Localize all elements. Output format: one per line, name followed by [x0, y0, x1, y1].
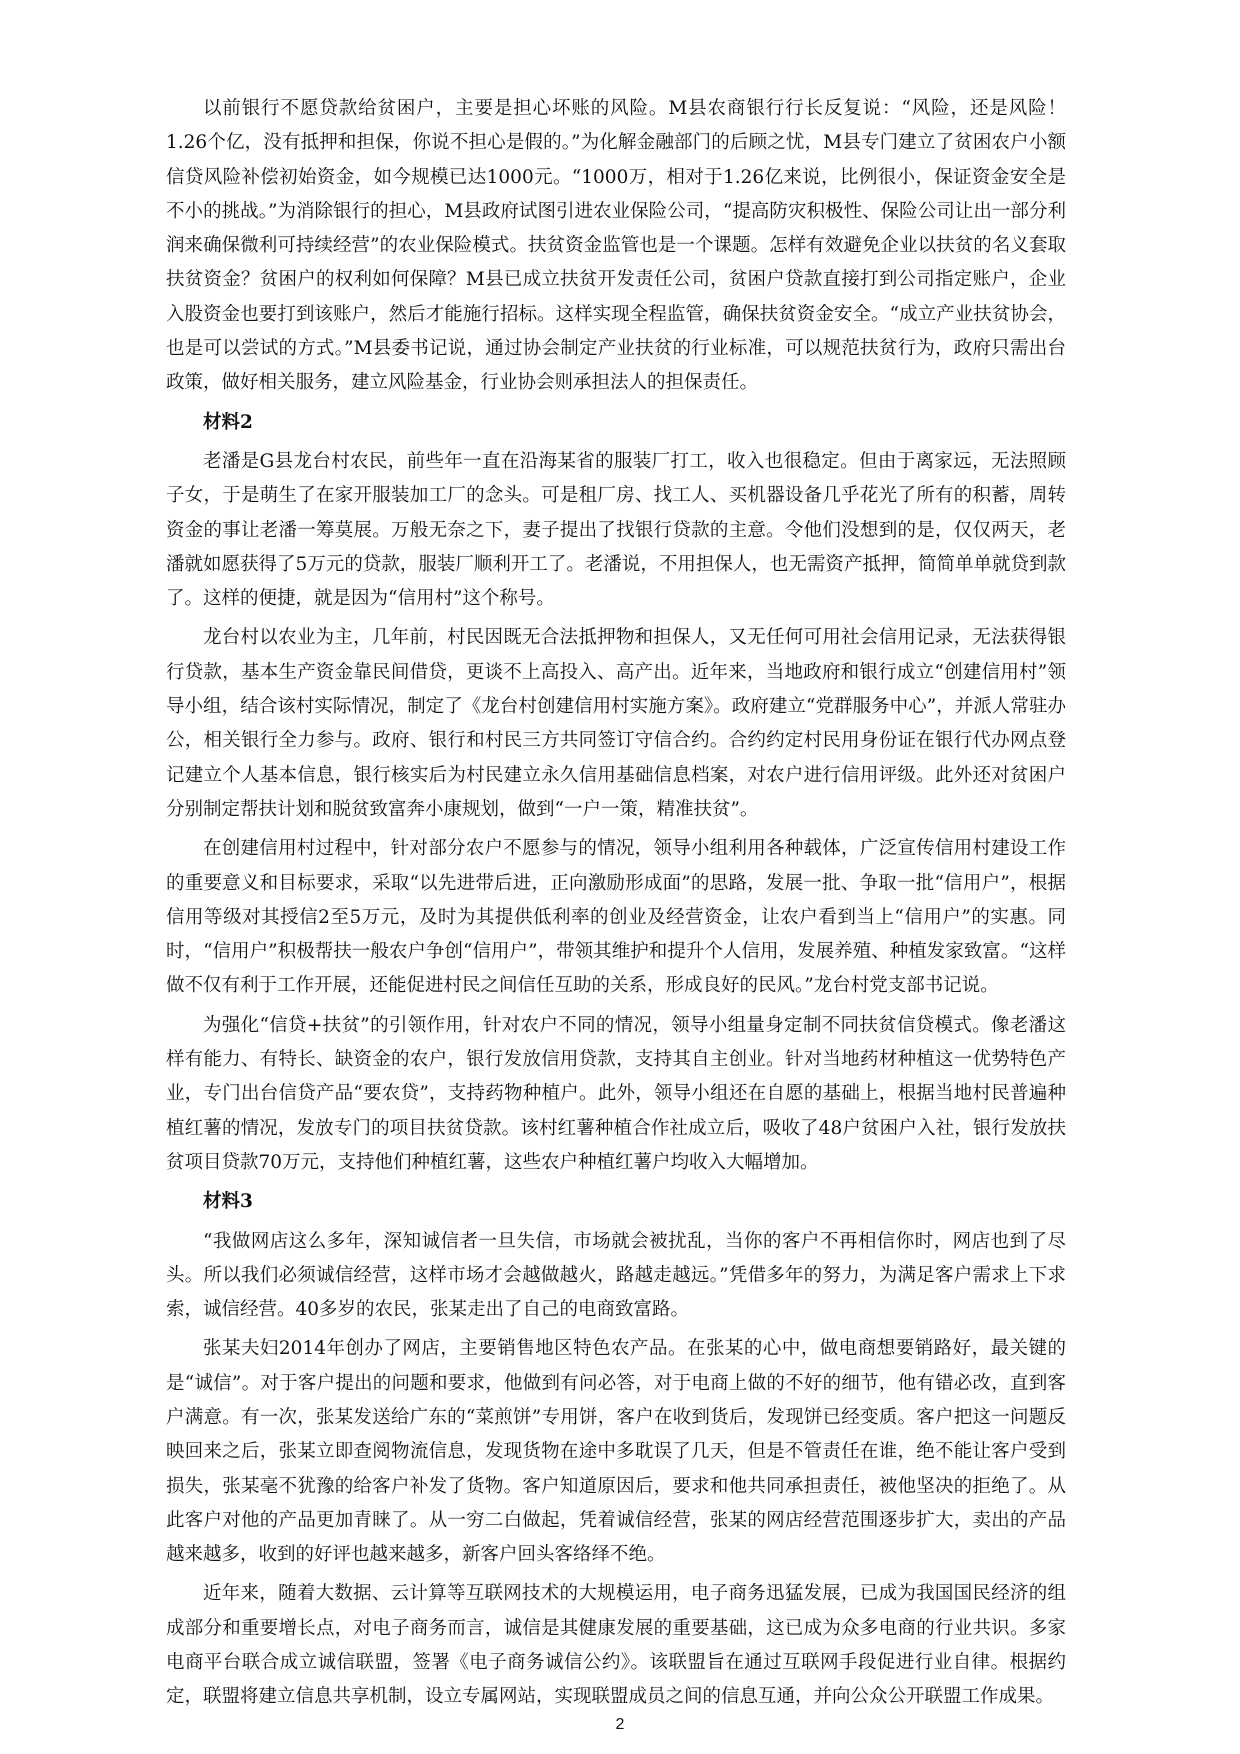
document-body — [166, 92, 1066, 1720]
paragraph: 在创建信用村过程中，针对部分农户不愿参与的情况，领导小组利用各种载体，广泛宣传信用村建设工作的重要意义和目标要求，采取“以先进带后进，正向激励形成面”的思路，发展一批、争取一批“信用户”，根据信用等级对其授信2至5万元，及时为其提供低利率的创业及经营资金，让农户看到当上“信用户”的实惠。同时，“信用户”积极帮扶一般农户争创“信用户”，带领其维护和提升个人信用，发展养殖、种植发家致富。“这样做不仅有利于工作开展，还能促进村民之间信任互助的关系，形成良好的民风。”龙台村党支部书记说。 — [166, 838, 1066, 997]
paragraph: 为强化“信贷+扶贫”的引领作用，针对农户不同的情况，领导小组量身定制不同扶贫信贷模式。像老潘这样有能力、有特长、缺资金的农户，银行发放信用贷款，支持其自主创业。针对当地药材种植这一优势特色产业，专门出台信贷产品“要农贷”，支持药物种植户。此外，领导小组还在自愿的基础上，根据当地村民普遍种植红薯的情况，发放专门的项目扶贫贷款。该村红薯种植合作社成立后，吸收了48户贫困户入社，银行发放扶贫项目贷款70万元，支持他们种植红薯，这些农户种植红薯户均收入大幅增加。 — [166, 1014, 1066, 1173]
section-heading: 材料2 — [203, 411, 253, 433]
paragraph: 张某夫妇2014年创办了网店，主要销售地区特色农产品。在张某的心中，做电商想要销路好，最关键的是“诚信”。对于客户提出的问题和要求，他做到有问必答，对于电商上做的不好的细节，他有错必改，直到客户满意。有一次，张某发送给广东的“菜煎饼”专用饼，客户在收到货后，发现饼已经变质。客户把这一问题反映回来之后，张某立即查阅物流信息，发现货物在途中多耽误了几天，但是不管责任在谁，绝不能让客户受到损失，张某毫不犹豫的给客户补发了货物。客户知道原因后，要求和他共同承担责任，被他坚决的拒绝了。从此客户对他的产品更加青睐了。从一穷二白做起，凭着诚信经营，张某的网店经营范围逐步扩大，卖出的产品越来越多，收到的好评也越来越多，新客户回头客络绎不绝。 — [166, 1338, 1066, 1566]
paragraph: 以前银行不愿贷款给贫困户，主要是担心坏账的风险。M县农商银行行长反复说：“风险，还是风险！1.26个亿，没有抵押和担保，你说不担心是假的。”为化解金融部门的后顾之忧，M县专门建立了贫困农户小额信贷风险补偿初始资金，如今规模已达1000元。“1000万，相对于1.26亿来说，比例很小，保证资金安全是不小的挑战。”为消除银行的担心，M县政府试图引进农业保险公司，“提高防灾积极性、保险公司让出一部分利润来确保微利可持续经营”的农业保险模式。扶贫资金监管也是一个课题。怎样有效避免企业以扶贫的名义套取扶贫资金？贫困户的权利如何保障？M县已成立扶贫开发责任公司，贫困户贷款直接打到公司指定账户，企业入股资金也要打到该账户，然后才能施行招标。这样实现全程监管，确保扶贫资金安全。“成立产业扶贫协会，也是可以尝试的方式。”M县委书记说，通过协会制定产业扶贫的行业标准，可以规范扶贫行为，政府只需出台政策，做好相关服务，建立风险基金，行业协会则承担法人的担保责任。 — [166, 98, 1066, 394]
paragraph: “我做网店这么多年，深知诚信者一旦失信，市场就会被扰乱，当你的客户不再相信你时，网店也到了尽头。所以我们必须诚信经营，这样市场才会越做越火，路越走越远。”凭借多年的努力，为满足客户需求上下求索，诚信经营。40多岁的农民，张某走出了自己的电商致富路。 — [166, 1230, 1066, 1321]
paragraph: 老潘是G县龙台村农民，前些年一直在沿海某省的服装厂打工，收入也很稳定。但由于离家远，无法照顾子女，于是萌生了在家开服装加工厂的念头。可是租厂房、找工人、买机器设备几乎花光了所有的积蓄，周转资金的事让老潘一筹莫展。万般无奈之下，妻子提出了找银行贷款的主意。令他们没想到的是，仅仅两天，老潘就如愿获得了5万元的贷款，服装厂顺利开工了。老潘说，不用担保人，也无需资产抵押，简简单单就贷到款了。这样的便捷，就是因为“信用村”这个称号。 — [166, 450, 1066, 610]
paragraph: 近年来，随着大数据、云计算等互联网技术的大规模运用，电子商务迅猛发展，已成为我国国民经济的组成部分和重要增长点，对电子商务而言，诚信是其健康发展的重要基础，这已成为众多电商的行业共识。多家电商平台联合成立诚信联盟，签署《电子商务诚信公约》。该联盟旨在通过互联网手段促进行业自律。根据约定，联盟将建立信息共享机制，设立专属网站，实现联盟成员之间的信息互通，并向公众公开联盟工作成果。 — [166, 1583, 1066, 1708]
page-number: 2 — [615, 1716, 625, 1733]
paragraph: 龙台村以农业为主，几年前，村民因既无合法抵押物和担保人，又无任何可用社会信用记录，无法获得银行贷款，基本生产资金靠民间借贷，更谈不上高投入、高产出。近年来，当地政府和银行成立“创建信用村”领导小组，结合该村实际情况，制定了《龙台村创建信用村实施方案》。政府建立“党群服务中心”，并派人常驻办公，相关银行全力参与。政府、银行和村民三方共同签订守信合约。合约约定村民用身份证在银行代办网点登记建立个人基本信息，银行核实后为村民建立永久信用基础信息档案，对农户进行信用评级。此外还对贫困户分别制定帮扶计划和脱贫致富奔小康规划，做到“一户一策，精准扶贫”。 — [166, 627, 1066, 820]
section-heading: 材料3 — [203, 1191, 253, 1213]
